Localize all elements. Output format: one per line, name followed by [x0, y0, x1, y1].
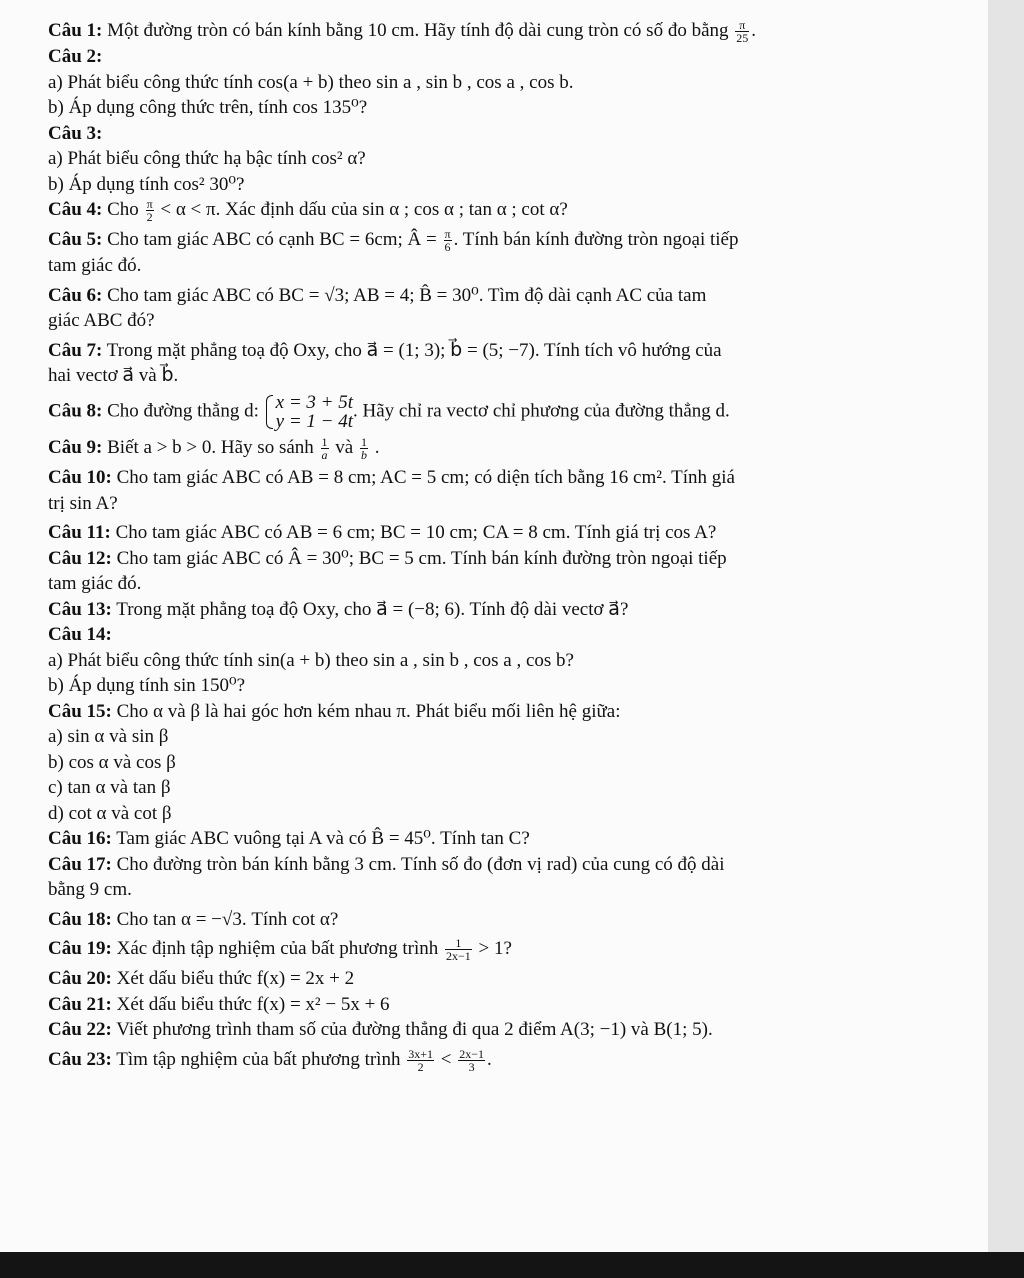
question-label: Câu 18: [48, 908, 112, 930]
question-7-continued: hai vectơ a⃗ và b⃗. [48, 365, 179, 387]
question-label: Câu 14: [48, 624, 112, 646]
viewer-scroll-gutter[interactable] [988, 0, 1024, 1252]
question-7: Câu 7: Trong mặt phẳng toạ độ Oxy, cho a⃗ = (1; 3); b⃗ = (5; −7). Tính tích vô hướng của [48, 339, 722, 361]
question-12-continued: tam giác đó. [48, 573, 142, 595]
question-6-continued: giác ABC đó? [48, 310, 155, 332]
question-label: Câu 8: [48, 400, 103, 422]
question-10: Câu 10: Cho tam giác ABC có AB = 8 cm; AC = 5 cm; có diện tích bằng 16 cm². Tính giá [48, 467, 735, 489]
fraction: $\frac{1}{b}$ [360, 435, 367, 463]
question-label: Câu 12: [48, 547, 112, 569]
fraction: $\frac{\pi}{2}$ [146, 197, 153, 225]
question-label: Câu 7: [48, 339, 103, 361]
question-2-part-b: b) Áp dụng công thức trên, tính cos 135⁰? [48, 97, 368, 119]
question-label: Câu 5: [48, 229, 103, 251]
question-3 [48, 121, 898, 147]
question-15: Câu 15: Cho α và β là hai góc hơn kém nhau π. Phát biểu mối liên hệ giữa: [48, 700, 621, 722]
question-label: Câu 11: [48, 522, 111, 544]
question-2-part-a: a) Phát biểu công thức tính cos(a + b) theo sin a , sin b , cos a , cos b. [48, 71, 574, 93]
question-1: Câu 1: Một đường tròn có bán kính bằng 10 cm. Hãy tính độ dài cung tròn có số đo bằng $\frac{\pi}{25}$ . [48, 18, 757, 46]
question-label: Câu 4: [48, 199, 103, 221]
viewer-bottom-bar [0, 1252, 1024, 1278]
question-17-continued: bằng 9 cm. [48, 879, 132, 901]
question-16: Câu 16: Tam giác ABC vuông tại A và có B̂ = 45⁰. Tính tan C? [48, 828, 530, 850]
question-4: Câu 4: Cho $\frac{\pi}{2}$ < α < π. Xác định dấu của sin α ; cos α ; tan α ; cot α? [48, 197, 568, 225]
fraction: $\frac{2x-1}{3}$ [459, 1046, 484, 1074]
question-14-part-a: a) Phát biểu công thức tính sin(a + b) theo sin a , sin b , cos a , cos b? [48, 649, 574, 671]
question-6: Câu 6: Cho tam giác ABC có BC = √3; AB = 4; B̂ = 30⁰. Tìm độ dài cạnh AC của tam [48, 284, 707, 306]
question-10-continued: trị sin A? [48, 492, 118, 514]
equation-system: x = 3 + 5t y = 1 − 4t [264, 393, 353, 431]
question-14 [48, 622, 898, 648]
question-text: Một đường tròn có bán kính bằng 10 cm. Hãy tính độ dài cung tròn có số đo bằng [102, 20, 734, 41]
question-label: Câu 2: [48, 46, 103, 68]
question-15-part-d: d) cot α và cot β [48, 802, 172, 824]
question-22: Câu 22: Viết phương trình tham số của đường thẳng đi qua 2 điểm A(3; −1) và B(1; 5). [48, 1019, 713, 1041]
question-label: Câu 20: [48, 968, 112, 990]
question-label: Câu 3: [48, 122, 103, 144]
question-19: Câu 19: Xác định tập nghiệm của bất phương trình $\frac{1}{2x-1}$ > 1? [48, 936, 512, 964]
question-label: Câu 19: [48, 938, 112, 960]
question-11: Câu 11: Cho tam giác ABC có AB = 6 cm; BC = 10 cm; CA = 8 cm. Tính giá trị cos A? [48, 522, 717, 544]
question-label: Câu 10: [48, 467, 112, 489]
question-label: Câu 9: [48, 436, 103, 458]
question-list [48, 18, 898, 1073]
question-12: Câu 12: Cho tam giác ABC có Â = 30⁰; BC = 5 cm. Tính bán kính đường tròn ngoại tiếp [48, 547, 727, 569]
question-label: Câu 22: [48, 1019, 112, 1041]
question-label: Câu 17: [48, 853, 112, 875]
question-20: Câu 20: Xét dấu biểu thức f(x) = 2x + 2 [48, 968, 355, 990]
question-8: Câu 8: Cho đường thẳng d: x = 3 + 5t y = 1 − 4t . Hãy chỉ ra vectơ chỉ phương của đường thẳng d. [48, 391, 730, 432]
question-label: Câu 21: [48, 993, 112, 1015]
question-3-part-b: b) Áp dụng tính cos² 30⁰? [48, 173, 245, 195]
question-21: Câu 21: Xét dấu biểu thức f(x) = x² − 5x + 6 [48, 993, 390, 1015]
question-5: Câu 5: Cho tam giác ABC có cạnh BC = 6cm; Â = $\frac{\pi}{6}$ . Tính bán kính đường tròn ngoại tiếp [48, 227, 739, 255]
question-15-part-c: c) tan α và tan β [48, 777, 171, 799]
question-18: Câu 18: Cho tan α = −√3. Tính cot α? [48, 908, 339, 930]
fraction: $\frac{3x+1}{2}$ [408, 1046, 433, 1074]
question-label: Câu 16: [48, 828, 112, 850]
question-13: Câu 13: Trong mặt phẳng toạ độ Oxy, cho a⃗ = (−8; 6). Tính độ dài vectơ a⃗? [48, 598, 629, 620]
question-15-part-b: b) cos α và cos β [48, 751, 176, 773]
question-label: Câu 15: [48, 700, 112, 722]
question-9: Câu 9: Biết a > b > 0. Hãy so sánh $\frac{1}{a}$ và $\frac{1}{b}$ . [48, 435, 380, 463]
fraction: $\frac{1}{a}$ [321, 435, 328, 463]
fraction: $\frac{1}{2x-1}$ [446, 936, 471, 964]
question-14-part-b: b) Áp dụng tính sin 150⁰? [48, 675, 246, 697]
question-label: Câu 1: [48, 20, 103, 41]
fraction: $\frac{\pi}{6}$ [444, 227, 451, 255]
question-5-continued: tam giác đó. [48, 255, 142, 277]
question-label: Câu 13: [48, 598, 112, 620]
question-15-part-a: a) sin α và sin β [48, 726, 169, 748]
question-label: Câu 6: [48, 284, 103, 306]
question-23: Câu 23: Tìm tập nghiệm của bất phương trình $\frac{3x+1}{2}$ < $\frac{2x-1}{3}$ . [48, 1046, 492, 1074]
question-2 [48, 44, 898, 70]
question-17: Câu 17: Cho đường tròn bán kính bằng 3 cm. Tính số đo (đơn vị rad) của cung có độ dài [48, 853, 725, 875]
question-3-part-a: a) Phát biểu công thức hạ bậc tính cos² α? [48, 148, 366, 170]
fraction: $\frac{\pi}{25}$ [736, 18, 749, 46]
question-label: Câu 23: [48, 1048, 112, 1070]
